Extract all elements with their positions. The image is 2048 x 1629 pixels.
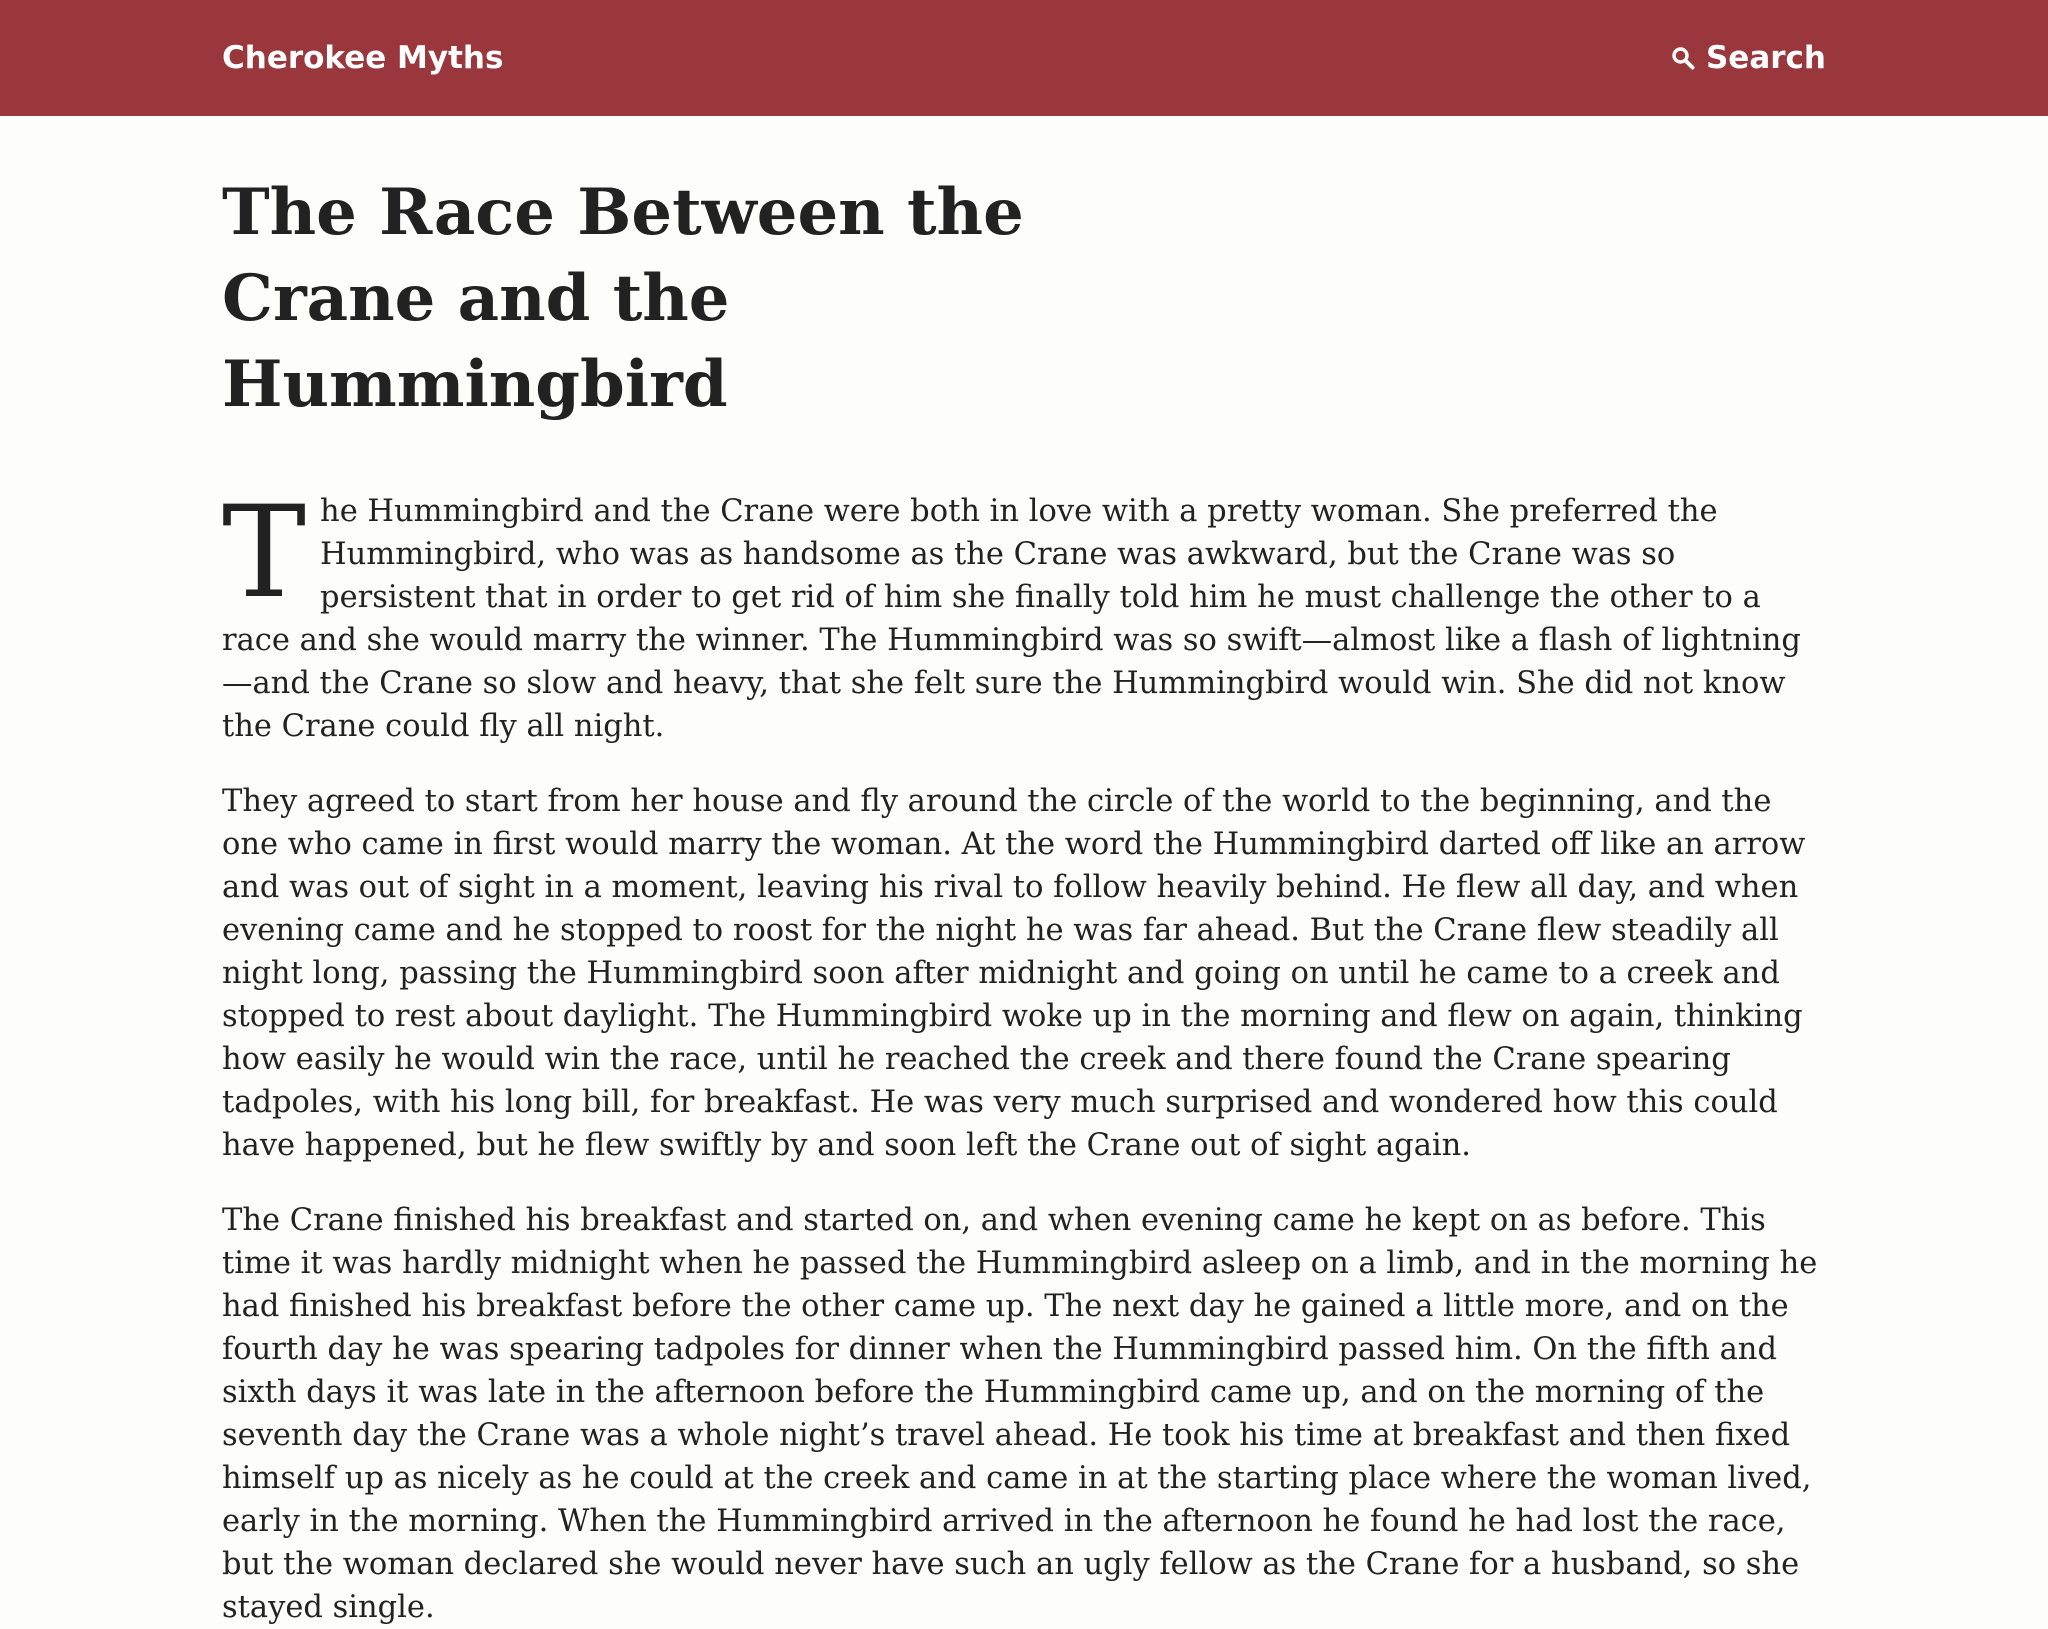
top-navigation-bar [0, 0, 2048, 116]
site-title-link[interactable]: Cherokee Myths [222, 40, 504, 76]
magnifier-icon [1671, 46, 1695, 70]
article-title: The Race Between the Crane and the Hummingbird [222, 175, 1024, 422]
drop-cap-letter: T [222, 479, 307, 626]
paragraph-1-text: he Hummingbird and the Crane were both in love with a pretty woman. She preferred the Hummingbird, who was as handsome as the Crane was awkward, but the Crane was so persistent that in order to get rid of him she finally told him he must challenge the other to a race and she would marry the winner. The Hummingbird was so swift—almost like a flash of lightning—and the Crane so slow and heavy, that she felt sure the Hummingbird would win. She did not know the Crane could fly all night. [222, 494, 1801, 744]
article-content [222, 170, 1826, 1629]
article-paragraph-3: The Crane finished his breakfast and started on, and when evening came he kept on as before. This time it was hardly midnight when he passed the Hummingbird asleep on a limb, and in the morning he had finished his breakfast before the other came up. The next day he gained a little more, and on the fourth day he was spearing tadpoles for dinner when the Hummingbird passed him. On the fifth and sixth days it was late in the afternoon before the Hummingbird came up, and on the morning of the seventh day the Crane was a whole night’s travel ahead. He took his time at breakfast and then fixed himself up as nicely as he could at the creek and came in at the starting place where the woman lived, early in the morning. When the Hummingbird arrived in the afternoon he found he had lost the race, but the woman declared she would never have such an ugly fellow as the Crane for a husband, so she stayed single. [222, 1203, 1818, 1625]
article-paragraph-1 [222, 479, 1826, 748]
article-paragraph-2: They agreed to start from her house and fly around the circle of the world to the beginning, and the one who came in first would marry the woman. At the word the Hummingbird darted off like an arrow and was out of sight in a moment, leaving his rival to follow heavily behind. He flew all day, and when evening came and he stopped to roost for the night he was far ahead. But the Crane flew steadily all night long, passing the Hummingbird soon after midnight and going on until he came to a creek and stopped to rest about daylight. The Hummingbird woke up in the morning and flew on again, thinking how easily he would win the race, until he reached the creek and there found the Crane spearing tadpoles, with his long bill, for breakfast. He was very much surprised and wondered how this could have happened, but he flew swiftly by and soon left the Crane out of sight again. [222, 784, 1806, 1163]
search-link[interactable] [1671, 36, 1826, 80]
search-label: Search [1705, 40, 1826, 76]
